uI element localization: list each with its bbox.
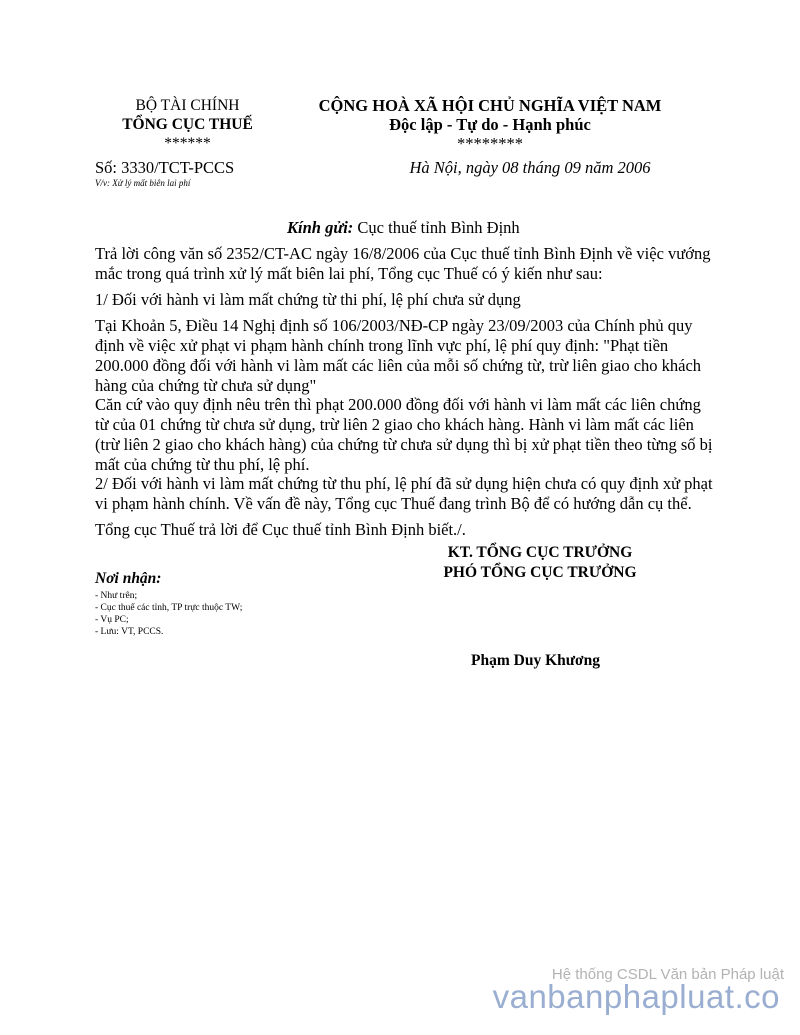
addressee <box>287 218 520 238</box>
paragraph-text: 1/ Đối với hành vi làm mất chứng từ thi phí, lệ phí chưa sử dụng <box>95 290 521 309</box>
document-subject: V/v: Xử lý mất biên lai phí <box>95 178 191 188</box>
recipient-item: - Lưu: VT, PCCS. <box>95 627 164 637</box>
republic-title: CỘNG HOÀ XÃ HỘI CHỦ NGHĨA VIỆT NAM <box>318 96 662 115</box>
signer-name: Phạm Duy Khương <box>471 652 600 669</box>
paragraph-text: Trả lời công văn số 2352/CT-AC ngày 16/8/2006 của Cục thuế tỉnh Bình Định về việc vướng mắc trong quá trình xử lý mất biên lai phí, Tổng cục Thuế có ý kiến như sau: <box>95 244 711 283</box>
body-paragraph <box>95 244 715 284</box>
department-name: TỔNG CỤC THUẾ <box>122 116 253 133</box>
document-date: Hà Nội, ngày 08 tháng 09 năm 2006 <box>409 158 651 177</box>
signature-block <box>400 543 680 583</box>
ministry-name: BỘ TÀI CHÍNH <box>135 97 240 114</box>
body-paragraph <box>95 290 715 310</box>
issuing-agency <box>100 96 275 153</box>
paragraph-text: Tại Khoản 5, Điều 14 Nghị định số 106/2003/NĐ-CP ngày 23/09/2003 của Chính phủ quy định về việc xử phạt vi phạm hành chính trong lĩnh vực phí, lệ phí quy định: "Phạt tiền 200.000 đồng đối với hành vi làm mất các liên của mỗi số chứng từ, trừ liên giao cho khách hàng của chứng từ chưa sử dụng" <box>95 316 702 395</box>
recipients-title: Nơi nhận: <box>95 570 162 587</box>
body-paragraph <box>95 316 715 396</box>
recipient-item: - Vụ PC; <box>95 615 129 625</box>
ministry-separator: ****** <box>164 135 211 152</box>
paragraph-text: Căn cứ vào quy định nêu trên thì phạt 200.000 đồng đối với hành vi làm mất các liên chứng từ của 01 chứng từ chưa sử dụng, trừ liên 2 giao cho khách hàng. Hành vi làm mất các liên (trừ liên 2 giao cho khách hàng) của chứng từ chưa sử dụng thì bị xử phạt tiền theo từng số bị mất của chứng từ thu phí, lệ phí. <box>95 395 713 474</box>
body-paragraph <box>95 520 715 540</box>
recipient-item: - Như trên; <box>95 591 138 601</box>
signature-title-2: PHÓ TỔNG CỤC TRƯỞNG <box>443 564 637 581</box>
body-paragraph <box>95 474 715 514</box>
body-paragraph <box>95 395 715 475</box>
national-motto-block <box>290 96 690 153</box>
recipients-list <box>95 590 242 638</box>
signature-title-1: KT. TỔNG CỤC TRƯỞNG <box>447 544 633 561</box>
watermark-url: vanbanphapluat.co <box>492 978 780 1015</box>
watermark-caption: Hệ thống CSDL Văn bản Pháp luật <box>551 966 784 983</box>
motto-separator: ******** <box>457 134 523 153</box>
motto: Độc lập - Tự do - Hạnh phúc <box>389 115 591 134</box>
addressee-name: Cục thuế tỉnh Bình Định <box>357 218 520 237</box>
paragraph-text: 2/ Đối với hành vi làm mất chứng từ thu phí, lệ phí đã sử dụng hiện chưa có quy định xử phạt vi phạm hành chính. Về vấn đề này, Tổng cục Thuế đang trình Bộ để có hướng dẫn cụ thể. <box>95 474 713 513</box>
addressee-label: Kính gửi: <box>287 218 354 237</box>
recipient-item: - Cục thuế các tỉnh, TP trực thuộc TW; <box>95 603 243 613</box>
document-number: Số: 3330/TCT-PCCS <box>95 158 235 177</box>
paragraph-text: Tổng cục Thuế trả lời để Cục thuế tỉnh Bình Định biết./. <box>95 520 466 539</box>
